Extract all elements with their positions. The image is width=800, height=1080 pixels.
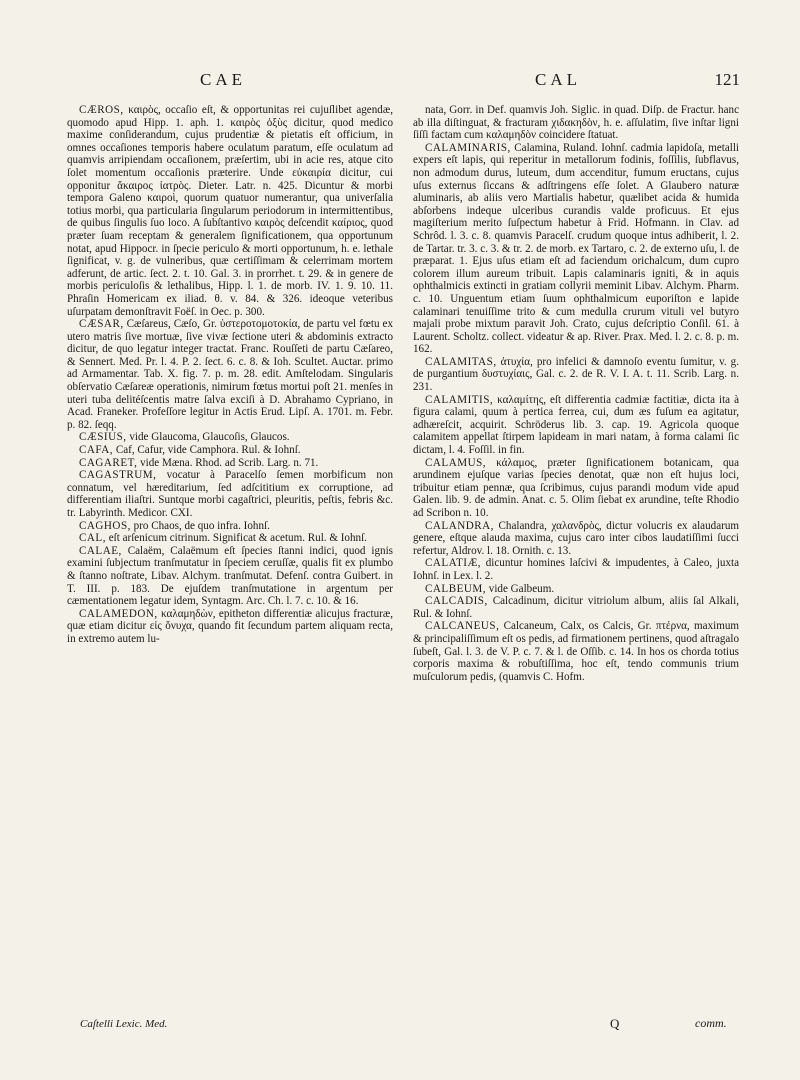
- entry-text: Calcaneum, Calx, os Calcis, Gr. πτέρνα, maximum & principaliſſimum eſt os pedis, ad firmationem pertinens, quod aſtragalo ſubeſt, Gal. l. 3. de V. P. c. 7. & l. de Oſſib. c. 14. In hos os chorda totius corporis maxima & robuſtiſſima, hoc eſt, tendo communis trium muſculorum pedis, (quamvis C. Hofm.: [413, 620, 739, 683]
- footer-left: Caſtelli Lexic. Med.: [80, 1018, 168, 1030]
- running-head-right: CAL: [535, 70, 581, 89]
- entry-text: Calaëm, Calaëmum eſt ſpecies ſtanni indici, quod ignis examini ſubjectum tranſmutatur in ſpeciem ceruſſæ, qualis fit ex plumbo & ſtanno noſtrate, Libav. Alchym. tranſmutat. Defenſ. contra Guibert. in T. III. p. 183. De ejuſdem tranſmutatione in argentum per cæmentationem legatur idem, Syntagm. Arc. Ch. l. 7. c. 10. & 16.: [67, 544, 393, 608]
- dictionary-entry: [413, 583, 739, 596]
- entry-text: Chalandra, χαλανδρὸς, dictur volucris ex alaudarum genere, eſtque alauda maxima, cujus caro inter cibos laudatiſſimi ſucci refertur, Aldrov. l. 18. Ornith. c. 13.: [413, 519, 739, 557]
- entry-text: eſt arſenicum citrinum. Significat & acetum. Rul. & Iohnſ.: [105, 532, 367, 545]
- entry-headword: CALAMITIS,: [425, 393, 494, 406]
- catchword: comm.: [695, 1016, 727, 1030]
- dictionary-entry: [413, 520, 739, 558]
- entry-text: Calamina, Ruland. Iohnſ. cadmia lapidoſa, metalli expers eſt lapis, qui reperitur in metallorum fodinis, foſſilis, ſubflavus, non admodum durus, luteum, dum accenditur, fumum eructans, cujus uſus externus ſiccans & adſtringens eſſe ſolet. A Glaubero naturæ aluminaris, ab aliis vero Martialis habetur, quælibet acida & humida abſorbens indeque ulceribus curandis valde proficuus. Et ejus magiſterium merito ſuſpectum habetur à Frid. Hofmann. in Clav. ad Schrôd. l. 3. c. 8. quamvis Paracelſ. crudum quoque intus adhiberit, l. 2. de Tartar. tr. 3. c. 3. & tr. 2. de morb. ex Tartaro, c. 2. de externo uſu, l. de præparat. 1. Ejus uſus etiam eſt ad faciendum orichalcum, dum cupro colorem illum aureum tribuit. Lapis calaminaris igniti, & in aquis ophthalmicis extincti in gratiam collyrii meminit Libav. Alchym. Pharm. c. 10. Unguentum etiam ſuum ophthalmicum euporiſton e lapide calaminari tenuiſſime trito & cum medulla crurum vituli vel butyro majali probe mixtum paravit Joh. Crato, cujus deſcriptio Conſil. 61. à Laurent. Scholtz. collect. videatur & ap. River. Prax. Med. l. 2. c. 8. p. m. 162.: [413, 141, 739, 356]
- entry-text: vide Glaucoma, Glaucoſis, Glaucos.: [126, 431, 290, 444]
- dictionary-entry: [413, 457, 739, 520]
- dictionary-entry: [413, 557, 739, 582]
- entry-headword: CALBEUM,: [425, 582, 487, 595]
- entry-text: ἀτυχία, pro infelici & damnoſo eventu ſumitur, v. g. de purgantium δυστυχίαις, Gal. c. 2. de R. V. I. A. t. 11. Scrib. Larg. n. 231.: [413, 355, 739, 394]
- entry-headword: CÆSAR,: [79, 318, 124, 331]
- entry-text: κάλαμος, præter ſignificationem botanicam, qua arundinem ejuſque varias ſpecies denotat, quæ non eſt hujus loci, tribuitur etiam pennæ, qua ſcribimus, cujus parandi modum vide apud Galen. lib. 9. de admin. Anat. c. 5. Olim ſiebat ex arundine, teſte Rhodio ad Scribon n. 10.: [413, 456, 739, 519]
- entry-headword: CALAMEDON,: [79, 607, 158, 620]
- right-column: [413, 104, 739, 683]
- entry-text: vocatur à Paracelſo ſemen morbificum non connatum, vel hæreditarium, ſed adſcititium ex corruptione, ad differentiam iliaſtri. Suntque morbi cagaſtrici, pleuritis, peſtis, febris &c. tr. Labyrinth. Medicor. CXI.: [67, 469, 393, 519]
- entry-headword: CALAMUS,: [425, 456, 487, 469]
- entry-headword: CÆROS,: [79, 104, 124, 116]
- entry-text: pro Chaos, de quo infra. Iohnſ.: [130, 519, 270, 532]
- entry-text: nata, Gorr. in Def. quamvis Joh. Siglic. in quad. Diſp. de Fractur. hanc ab illa diſtinguat, & fracturam χιδακηδὸν, h. e. aſſulatim, ſive inſtar ligni ſiſſi factam cum καλαμηδὸν coincidere ſtatuat.: [413, 104, 739, 142]
- dictionary-entry: [67, 545, 393, 608]
- entry-headword: CAFA,: [79, 444, 114, 457]
- entry-headword: CAGASTRUM,: [79, 469, 157, 482]
- running-head-left: CAE: [200, 70, 246, 89]
- entry-text: Caf, Cafur, vide Camphora. Rul. & Iohnſ.: [113, 444, 301, 457]
- dictionary-entry: [67, 104, 393, 318]
- signature-mark: Q: [610, 1016, 620, 1031]
- entry-headword: CAL,: [79, 532, 106, 545]
- entry-text: vide Galbeum.: [486, 582, 555, 595]
- dictionary-entry: [67, 532, 393, 545]
- entry-headword: CALATIÆ,: [425, 557, 482, 570]
- left-column: [67, 104, 393, 646]
- entry-headword: CALAMINARIS,: [425, 141, 511, 154]
- entry-headword: CALCANEUS,: [425, 620, 500, 633]
- entry-headword: CALAMITAS,: [425, 355, 497, 368]
- entry-headword: CAGHOS,: [79, 519, 131, 532]
- entry-text: vide Mæna. Rhod. ad Scrib. Larg. n. 71.: [137, 456, 319, 469]
- entry-text: Cæſareus, Cæſo, Gr. ὑστεροτομοτοκία, de partu vel fœtu ex utero matris ſive mortuæ, ſive vivæ ſectione uteri & abdominis extracto dicitur, de quo legatur integer tractat. Franc. Rouſſeti de partu Cæſareo, & Sennert. Med. Pr. l. 4. P. 2. ſect. 6. c. 8. & Ioh. Scultet. Auctar. primo ad Armamentar. Tab. X. fig. 7. p. m. 28. edit. Amſtelodam. Singularis obſervatio Cæſareæ operationis, nimirum fœtus mortui poſt 21. menſes in uteri tuba delitéſcentis matre ſalva exciſi à D. Abrahamo Cypriano, in Acad. Franeker. Profeſſore legitur in Actis Erud. Lipſ. A. 1701. m. Febr. p. 82. ſeqq.: [67, 318, 393, 431]
- running-head: [60, 70, 740, 94]
- dictionary-entry: [67, 520, 393, 533]
- entry-headword: CAGARET,: [79, 456, 138, 469]
- dictionary-entry: [413, 595, 739, 620]
- dictionary-entry: [67, 608, 393, 646]
- entry-text: καλαμηδὼν, epitheton differentiæ alicujus fracturæ, quæ etiam dicitur εἰς ὄνυχα, quando fit ſecundum partem aliquam recta, in extremo autem lu-: [67, 607, 393, 645]
- dictionary-entry: [67, 444, 393, 457]
- dictionary-entry: [67, 457, 393, 470]
- page-number: 121: [714, 70, 740, 89]
- entry-text: dicuntur homines laſcivi & impudentes, à Caleo, juxta Iohnſ. in Lex. l. 2.: [413, 557, 739, 582]
- dictionary-entry: [413, 620, 739, 683]
- entry-text: Calcadinum, dicitur vitriolum album, aliis ſal Alkali, Rul. & Iohnſ.: [413, 595, 739, 620]
- entry-text: καιρὸς, occaſio eſt, & opportunitas rei cujuſlibet agendæ, quomodo apud Hipp. 1. aph. 1. καιρὸς ὀξὺς dicitur, quod medico maxime conſiderandum, cujus prudentiæ & pietatis eſt officium, in omnes occaſiones temporis habere oculatum paratum, eſſe oculatum ad quamvis arripiendam occaſionem, præſertim, ubi in acie res, atque cito ſolet momentum occaſionis præterire. Unde εὐκαιρία dicitur, cui opponitur ἄκαιρος ἰατρὸς. Dieter. Latr. n. 425. Dicuntur & morbi tempora Galeno καιροὶ, quorum quatuor numerantur, qua univerſalia totius morbi, qua particularia ſingularum periodorum in intermittentibus, de quibus ſingulis ſuo loco. A ſubſtantivo καιρὸς deſcendit καίριος, quod præter ſuam receptam & generalem ſignificationem, qua opportunum notat, apud Hippocr. in ſpecie periculo & morti opportunum, h. e. lethale ſignificat, v. g. de vulneribus, quæ certiſſimam & celerrimam mortem adferunt, de artic. ſect. 2. t. 10. Gal. 3. in prorrhet. t. 29. & in genere de morbis periculoſis & lethalibus, Hipp. l. 1. de morb. IV. 1. 9. 10. 11. Phraſin Homericam ex iliad. θ. v. 84. & 326. ideoque veteribus uſurpatam demonſtravit Foëſ. in Oec. p. 300.: [67, 104, 393, 318]
- dictionary-entry: [413, 356, 739, 394]
- dictionary-entry: [413, 142, 739, 356]
- dictionary-entry: [413, 104, 739, 142]
- dictionary-entry: [67, 318, 393, 431]
- dictionary-entry: [67, 469, 393, 519]
- entry-text: καλαμίτης, eſt differentia cadmiæ factitiæ, dicta ita à figura calami, quum à pertica ferrea, cui, dum æs fuſum ea agitatur, adhæreſcit, acquirit. Schröderus lib. 3. cap. 19. Agricola quoque calamitem appellat ſtirpem lapideam in mari natam, à forma calami ſic dictam, l. 4. Foſſil. in fin.: [413, 393, 739, 457]
- dictionary-entry: [413, 394, 739, 457]
- dictionary-entry: [67, 431, 393, 444]
- entry-headword: CALCADIS,: [425, 595, 488, 608]
- entry-headword: CALANDRA,: [425, 519, 494, 532]
- entry-headword: CÆSIUS,: [79, 431, 127, 444]
- entry-headword: CALAE,: [79, 544, 122, 557]
